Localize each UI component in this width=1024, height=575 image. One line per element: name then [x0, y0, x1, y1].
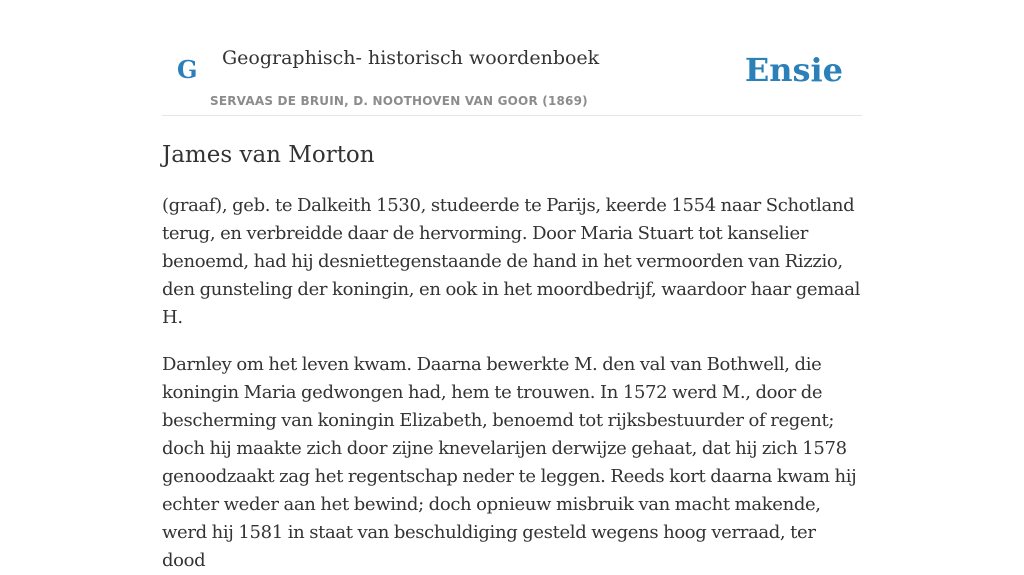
header [162, 0, 862, 116]
dictionary-logo[interactable]: G [177, 55, 198, 84]
entry-paragraph: Darnley om het leven kwam. Daarna bewerkte M. den val van Bothwell, die koningin Maria gedwongen had, hem te trouwen. In 1572 werd M., door de bescherming van koningin Elizabeth, benoemd tot rijksbestuurder of regent; doch hij maakte zich door zijne knevelarijen derwijze gehaat, dat hij zich 1578 genoodzaakt zag het regentschap neder te leggen. Reeds kort daarna kwam hij echter weder aan het bewind; doch opnieuw misbruik van macht makende, werd hij 1581 in staat van beschuldiging gesteld wegens hoog verraad, ter dood [162, 354, 857, 571]
brand-logo[interactable]: Ensie [744, 51, 843, 89]
dictionary-authors: SERVAAS DE BRUIN, D. NOOTHOVEN VAN GOOR (1869) [210, 94, 588, 108]
entry-title: James van Morton [162, 142, 375, 168]
page [162, 0, 862, 575]
entry-paragraph: (graaf), geb. te Dalkeith 1530, studeerde te Parijs, keerde 1554 naar Schotland terug, en verbreidde daar de hervorming. Door Maria Stuart tot kanselier benoemd, had hij desniettegenstaande de hand in het vermoorden van Rizzio, den gunsteling der koningin, en ook in het moordbedrijf, waardoor haar gemaal H. [162, 195, 861, 328]
dictionary-title[interactable]: Geographisch- historisch woordenboek [222, 47, 600, 69]
entry-body [162, 192, 862, 575]
